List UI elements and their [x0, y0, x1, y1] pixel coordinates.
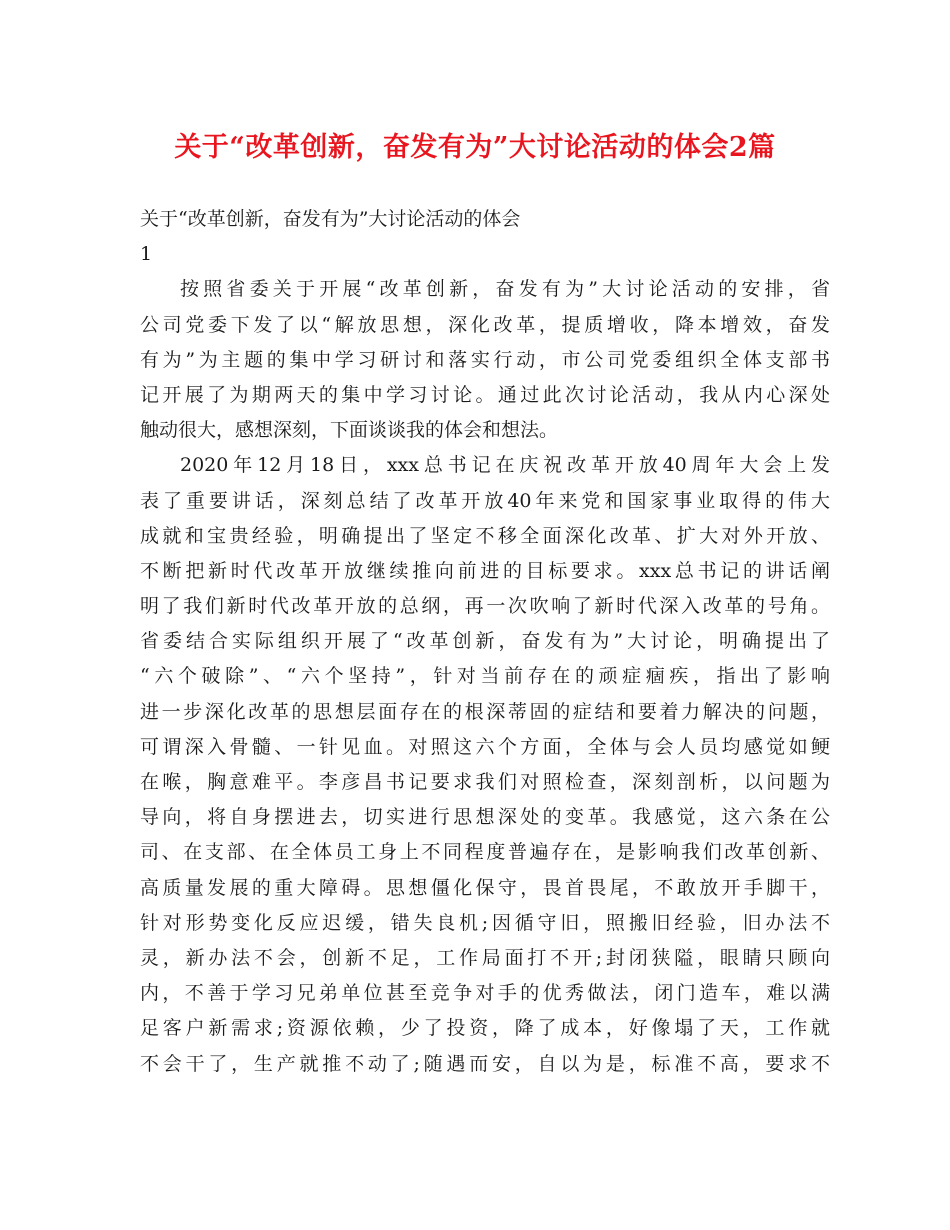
- paragraph-line: 导向，将自身摆进去，切实进行思想深处的变革。我感觉，这六条在公: [140, 806, 830, 829]
- paragraph-line: 内，不善于学习兄弟单位甚至竞争对手的优秀做法，闭门造车，难以满: [140, 982, 830, 1005]
- paragraph-line: 不断把新时代改革开放继续推向前进的目标要求。xxx总书记的讲话阐: [140, 559, 830, 582]
- document-body: [140, 202, 830, 1082]
- paragraph-line: 省委结合实际组织开展了“改革创新，奋发有为”大讨论，明确提出了: [140, 630, 830, 653]
- paragraph-line: 成就和宝贵经验，明确提出了坚定不移全面深化改革、扩大对外开放、: [140, 524, 830, 547]
- paragraph-line: 公司党委下发了以“解放思想，深化改革，提质增收，降本增效，奋发: [140, 313, 830, 336]
- paragraph-line: 针对形势变化反应迟缓，错失良机;因循守旧，照搬旧经验，旧办法不: [140, 911, 830, 934]
- paragraph-line: 2020年12月18日，xxx总书记在庆祝改革开放40周年大会上发: [180, 454, 830, 477]
- paragraph-line: 高质量发展的重大障碍。思想僵化保守，畏首畏尾，不敢放开手脚干，: [140, 876, 830, 899]
- paragraph-line: 有为”为主题的集中学习研讨和落实行动，市公司党委组织全体支部书: [140, 348, 830, 371]
- paragraph-line: 足客户新需求;资源依赖，少了投资，降了成本，好像塌了天，工作就: [140, 1017, 830, 1040]
- paragraph-1: [140, 272, 830, 448]
- paragraph-line: 在喉，胸意难平。李彦昌书记要求我们对照检查，深刻剖析，以问题为: [140, 771, 830, 793]
- paragraph-line: 表了重要讲话，深刻总结了改革开放40年来党和国家事业取得的伟大: [140, 489, 830, 512]
- paragraph-line: 触动很大，感想深刻，下面谈谈我的体会和想法。: [140, 419, 559, 442]
- paragraph-line: “六个破除”、“六个坚持”，针对当前存在的顽症痼疾，指出了影响: [140, 665, 830, 688]
- paragraph-line: 灵，新办法不会，创新不足，工作局面打不开;封闭狭隘，眼睛只顾向: [140, 946, 830, 969]
- paragraph-line: 记开展了为期两天的集中学习讨论。通过此次讨论活动，我从内心深处: [140, 383, 830, 406]
- paragraph-line: 司、在支部、在全体员工身上不同程度普遍存在，是影响我们改革创新、: [140, 841, 830, 864]
- subtitle-line: 关于“改革创新，奋发有为”大讨论活动的体会: [140, 208, 521, 230]
- document-title: 关于“改革创新，奋发有为”大讨论活动的体会2篇: [174, 132, 776, 163]
- paragraph-2: [140, 448, 830, 1081]
- paragraph-line: 进一步深化改革的思想层面存在的根深蒂固的症结和要着力解决的问题，: [140, 700, 830, 723]
- paragraph-line: 不会干了，生产就推不动了;随遇而安，自以为是，标准不高，要求不: [140, 1052, 830, 1075]
- subtitle-number: 1: [140, 243, 153, 266]
- paragraph-line: 明了我们新时代改革开放的总纲，再一次吹响了新时代深入改革的号角。: [140, 595, 830, 618]
- paragraph-line: 按照省委关于开展“改革创新，奋发有为”大讨论活动的安排，省: [180, 278, 830, 301]
- paragraph-line: 可谓深入骨髓、一针见血。对照这六个方面，全体与会人员均感觉如鲠: [140, 735, 830, 758]
